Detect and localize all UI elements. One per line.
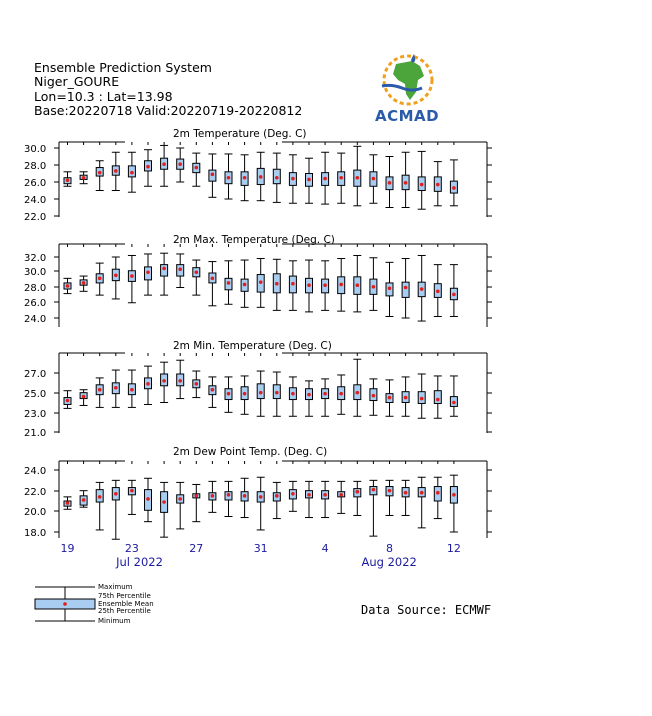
mean-dot xyxy=(146,382,150,386)
mean-dot xyxy=(114,169,118,173)
mean-dot xyxy=(452,401,456,405)
mean-dot xyxy=(82,395,86,399)
mean-dot xyxy=(323,392,327,396)
mean-dot xyxy=(436,290,440,294)
legend-mean-dot xyxy=(63,602,67,606)
mean-dot xyxy=(356,176,360,180)
panel-title: 2m Max. Temperature (Deg. C) xyxy=(173,234,335,246)
coordinates: Lon=10.3 : Lat=13.98 xyxy=(34,89,173,104)
y-tick-label: 24.0 xyxy=(24,466,47,477)
x-day-label: 4 xyxy=(321,542,329,555)
mean-dot xyxy=(323,283,327,287)
x-day-label: 19 xyxy=(60,542,75,555)
mean-dot xyxy=(436,398,440,402)
mean-dot xyxy=(388,286,392,290)
mean-dot xyxy=(98,171,102,175)
mean-dot xyxy=(243,283,247,287)
mean-dot xyxy=(372,394,376,398)
mean-dot xyxy=(211,173,215,177)
mean-dot xyxy=(259,280,263,284)
mean-dot xyxy=(98,277,102,281)
y-tick-label: 22.0 xyxy=(24,487,47,498)
mean-dot xyxy=(227,176,231,180)
mean-dot xyxy=(130,388,134,392)
y-tick-label: 30.0 xyxy=(24,267,47,278)
mean-dot xyxy=(259,391,263,395)
y-tick-label: 24.0 xyxy=(24,314,47,325)
mean-dot xyxy=(307,493,311,497)
mean-dot xyxy=(98,388,102,392)
mean-dot xyxy=(162,500,166,504)
mean-dot xyxy=(259,495,263,499)
mean-dot xyxy=(436,183,440,187)
mean-dot xyxy=(388,489,392,493)
acmad-logo-text: ACMAD xyxy=(375,107,440,125)
mean-dot xyxy=(114,386,118,390)
y-tick-label: 26.0 xyxy=(24,298,47,309)
mean-dot xyxy=(372,285,376,289)
mean-dot xyxy=(66,399,70,403)
y-tick-label: 21.0 xyxy=(24,428,47,439)
y-tick-label: 22.0 xyxy=(24,212,47,223)
y-tick-label: 28.0 xyxy=(24,283,47,294)
mean-dot xyxy=(211,277,215,281)
mean-dot xyxy=(291,282,295,286)
mean-dot xyxy=(420,397,424,401)
mean-dot xyxy=(130,489,134,493)
y-tick-label: 26.0 xyxy=(24,178,47,189)
mean-dot xyxy=(130,171,134,175)
mean-dot xyxy=(420,287,424,291)
mean-dot xyxy=(372,177,376,181)
y-tick-label: 23.0 xyxy=(24,409,47,420)
mean-dot xyxy=(275,391,279,395)
mean-dot xyxy=(82,176,86,180)
mean-dot xyxy=(146,497,150,501)
mean-dot xyxy=(452,493,456,497)
mean-dot xyxy=(178,162,182,166)
mean-dot xyxy=(404,491,408,495)
mean-dot xyxy=(275,282,279,286)
mean-dot xyxy=(356,391,360,395)
panel-title: 2m Min. Temperature (Deg. C) xyxy=(173,340,332,352)
forecast-dates: Base:20220718 Valid:20220719-20220812 xyxy=(34,103,303,118)
mean-dot xyxy=(323,177,327,181)
legend-label-min: Minimum xyxy=(98,617,131,625)
iqr-box xyxy=(161,265,168,276)
x-day-label: 31 xyxy=(253,542,268,555)
mean-dot xyxy=(372,488,376,492)
mean-dot xyxy=(339,392,343,396)
y-tick-label: 20.0 xyxy=(24,507,47,518)
y-tick-label: 28.0 xyxy=(24,161,47,172)
mean-dot xyxy=(195,166,199,170)
iqr-box xyxy=(434,391,441,404)
mean-dot xyxy=(307,283,311,287)
mean-dot xyxy=(404,396,408,400)
mean-dot xyxy=(211,494,215,498)
y-tick-label: 24.0 xyxy=(24,195,47,206)
mean-dot xyxy=(243,392,247,396)
mean-dot xyxy=(195,270,199,274)
mean-dot xyxy=(259,175,263,179)
y-tick-label: 18.0 xyxy=(24,528,47,539)
mean-dot xyxy=(307,178,311,182)
legend xyxy=(30,580,230,630)
data-source: Data Source: ECMWF xyxy=(361,603,492,617)
mean-dot xyxy=(227,392,231,396)
mean-dot xyxy=(452,293,456,297)
mean-dot xyxy=(339,176,343,180)
mean-dot xyxy=(130,274,134,278)
mean-dot xyxy=(162,379,166,383)
y-tick-label: 27.0 xyxy=(24,369,47,380)
mean-dot xyxy=(82,281,86,285)
mean-dot xyxy=(146,165,150,169)
mean-dot xyxy=(227,493,231,497)
x-day-label: 8 xyxy=(386,542,393,555)
mean-dot xyxy=(66,501,70,505)
x-month-label: Aug 2022 xyxy=(361,555,417,569)
mean-dot xyxy=(323,493,327,497)
mean-dot xyxy=(114,492,118,496)
mean-dot xyxy=(275,176,279,180)
mean-dot xyxy=(227,281,231,285)
legend-label-q3: 75th Percentile xyxy=(98,592,151,600)
mean-dot xyxy=(243,176,247,180)
mean-dot xyxy=(388,396,392,400)
y-tick-label: 32.0 xyxy=(24,253,47,264)
mean-dot xyxy=(339,283,343,287)
mean-dot xyxy=(146,270,150,274)
legend-label-q1: 25th Percentile xyxy=(98,607,151,615)
mean-dot xyxy=(178,267,182,271)
mean-dot xyxy=(420,183,424,187)
mean-dot xyxy=(162,267,166,271)
mean-dot xyxy=(404,181,408,185)
mean-dot xyxy=(356,490,360,494)
x-month-label: Jul 2022 xyxy=(116,555,163,569)
mean-dot xyxy=(162,162,166,166)
mean-dot xyxy=(243,494,247,498)
x-day-label: 12 xyxy=(446,542,461,555)
mean-dot xyxy=(307,393,311,397)
x-day-label: 27 xyxy=(189,542,204,555)
mean-dot xyxy=(195,382,199,386)
mean-dot xyxy=(404,286,408,290)
y-tick-label: 30.0 xyxy=(24,144,47,155)
mean-dot xyxy=(178,497,182,501)
mean-dot xyxy=(98,495,102,499)
mean-dot xyxy=(178,379,182,383)
legend-label-mean: Ensemble Mean xyxy=(98,600,154,608)
chart-title: Ensemble Prediction System xyxy=(34,60,212,75)
mean-dot xyxy=(420,491,424,495)
mean-dot xyxy=(436,491,440,495)
mean-dot xyxy=(66,179,70,183)
mean-dot xyxy=(275,494,279,498)
mean-dot xyxy=(291,177,295,181)
mean-dot xyxy=(211,388,215,392)
mean-dot xyxy=(291,492,295,496)
mean-dot xyxy=(339,493,343,497)
mean-dot xyxy=(356,283,360,287)
mean-dot xyxy=(82,498,86,502)
mean-dot xyxy=(66,284,70,288)
x-day-label: 23 xyxy=(124,542,139,555)
mean-dot xyxy=(388,181,392,185)
mean-dot xyxy=(291,392,295,396)
legend-label-max: Maximum xyxy=(98,583,133,591)
iqr-box xyxy=(402,282,409,297)
station-name: Niger_GOURE xyxy=(34,74,120,89)
mean-dot xyxy=(195,494,199,498)
panel-title: 2m Dew Point Temp. (Deg. C) xyxy=(173,446,328,458)
mean-dot xyxy=(452,186,456,190)
panel-title: 2m Temperature (Deg. C) xyxy=(173,128,307,140)
y-tick-label: 25.0 xyxy=(24,389,47,400)
mean-dot xyxy=(114,274,118,278)
